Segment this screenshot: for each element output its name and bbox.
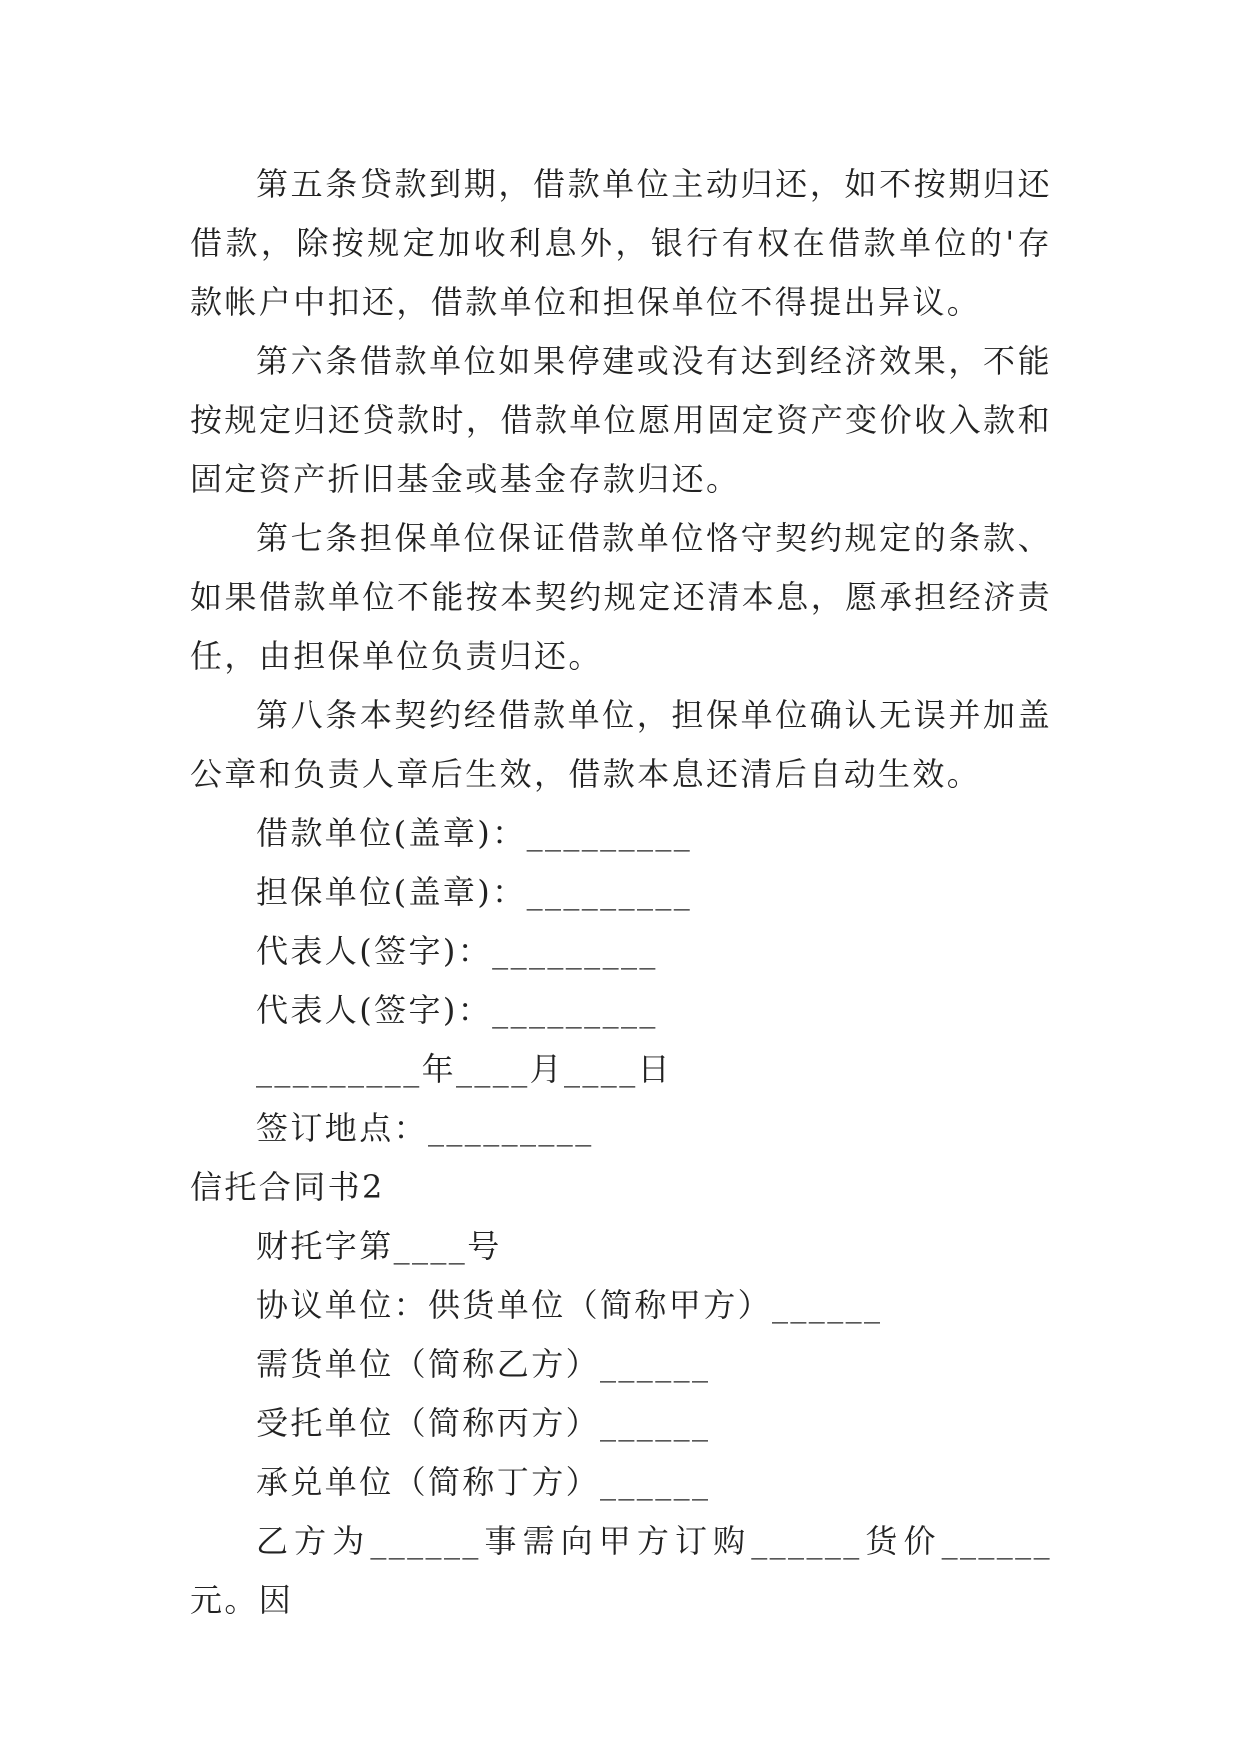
article-6-paragraph: 第六条借款单位如果停建或没有达到经济效果，不能按规定归还贷款时，借款单位愿用固定资产变价收入款和固定资产折旧基金或基金存款归还。 [190,342,1052,498]
trustee-party-field: 受托单位（简称丙方）______ [256,1404,711,1442]
article-7-paragraph: 第七条担保单位保证借款单位恪守契约规定的条款、如果借款单位不能按本契约规定还清本息，愿承担经济责任，由担保单位负责归还。 [190,519,1052,675]
representative-signature-field: 代表人(签字)：_________ [256,991,658,1029]
representative-signature-field: 代表人(签字)：_________ [256,932,658,970]
contract-number-field: 财托字第____号 [256,1227,502,1265]
article-8-paragraph: 第八条本契约经借款单位，担保单位确认无误并加盖公章和负责人章后生效，借款本息还清后自动生效。 [190,696,1052,793]
document-body [190,155,1052,1630]
acceptor-party-field: 承兑单位（简称丁方）______ [256,1463,711,1501]
article-5-paragraph: 第五条贷款到期，借款单位主动归还，如不按期归还借款，除按规定加收利息外，银行有权在借款单位的'存款帐户中扣还，借款单位和担保单位不得提出异议。 [190,165,1052,321]
borrower-seal-field: 借款单位(盖章)：_________ [256,814,693,852]
order-paragraph: 乙方为______事需向甲方订购______货价______元。因 [190,1522,1052,1619]
signing-location-field: 签订地点：_________ [256,1109,594,1147]
buyer-party-field: 需货单位（简称乙方）______ [256,1345,711,1383]
guarantor-seal-field: 担保单位(盖章)：_________ [256,873,693,911]
date-field: _________年____月____日 [256,1050,673,1088]
supplier-party-field: 协议单位：供货单位（简称甲方）______ [256,1286,883,1324]
section-title: 信托合同书2 [190,1168,385,1206]
